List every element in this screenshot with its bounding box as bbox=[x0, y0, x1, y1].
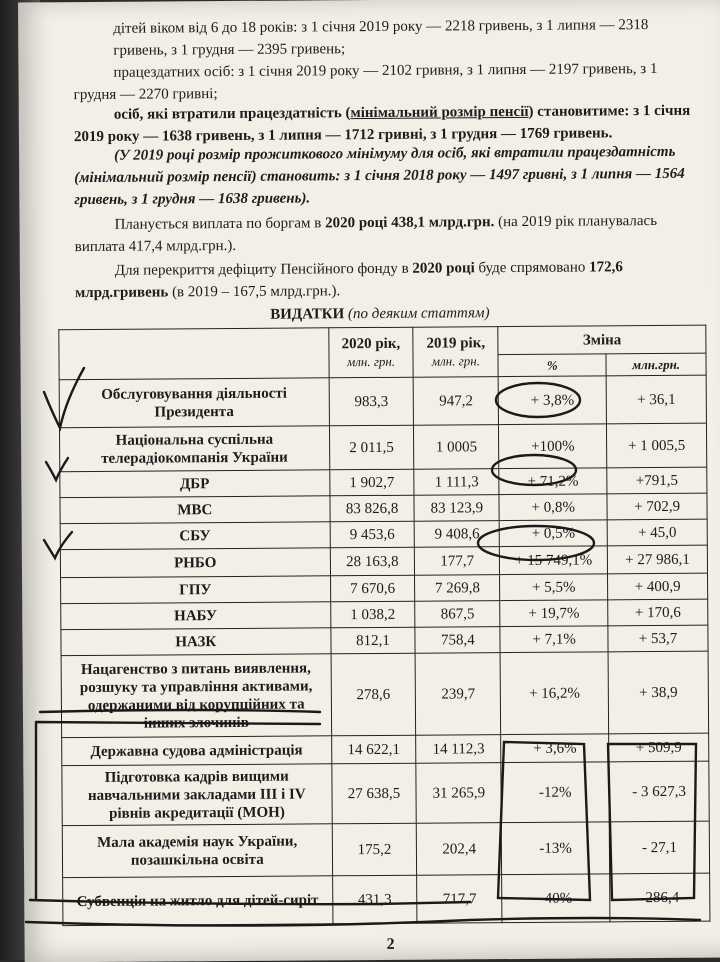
table-row bbox=[59, 423, 706, 472]
cell-2020: 983,3 bbox=[329, 377, 414, 426]
row-name: Обслуговування діяльності Президента bbox=[59, 378, 329, 428]
cell-percent: -13% bbox=[502, 822, 610, 875]
row-name: МВС bbox=[60, 496, 330, 524]
row-name: СБУ bbox=[60, 522, 330, 550]
cell-2019: 758,4 bbox=[415, 627, 500, 654]
intro-line-disabled: осіб, які втратили працездатність (мінімальний розмір пенсії) становитиме: з 1 січня 2019 року — 1638 гривень, з 1 липня — 1712 гривні, з 1 грудня — 1769 гривень. bbox=[73, 102, 691, 146]
header-2019: 2019 рік, млн. грн. bbox=[413, 327, 498, 378]
document-page bbox=[18, 0, 720, 962]
row-name: ДБР bbox=[60, 470, 330, 498]
cell-mln: +791,5 bbox=[607, 467, 707, 494]
cell-percent: + 5,5% bbox=[500, 574, 608, 601]
cell-mln: + 1 005,5 bbox=[607, 423, 707, 468]
table-row bbox=[61, 651, 709, 738]
intro-line-children: дітей віком від 6 до 18 років: з 1 січня 2019 року — 2218 гривень, з 1 липня — 2318 гривень, з 1 грудня — 2395 гривень; bbox=[113, 17, 649, 59]
table-row bbox=[59, 375, 706, 428]
cell-percent: + 3,6% bbox=[501, 734, 609, 763]
cell-percent: + 0,5% bbox=[499, 520, 607, 547]
cell-percent: + 71,2% bbox=[499, 468, 607, 495]
cell-2019: 177,7 bbox=[415, 547, 500, 576]
cell-2020: 2 011,5 bbox=[329, 425, 414, 470]
cell-2020: 14 622,1 bbox=[331, 735, 416, 764]
cell-2019: 7 269,8 bbox=[415, 575, 500, 602]
cell-2019: 947,2 bbox=[414, 377, 499, 426]
cell-2019: 202,4 bbox=[417, 823, 502, 876]
header-blank bbox=[59, 328, 329, 380]
cell-mln: + 36,1 bbox=[606, 375, 706, 424]
cell-mln: + 45,0 bbox=[607, 519, 707, 546]
header-mln: млн.грн. bbox=[606, 353, 706, 376]
cell-2020: 9 453,6 bbox=[330, 521, 415, 548]
row-name: Субвенція на житло для дітей-сиріт bbox=[63, 876, 333, 926]
expenses-table bbox=[58, 325, 710, 927]
cell-mln: + 38,9 bbox=[608, 651, 708, 734]
cell-2020: 431,3 bbox=[332, 875, 417, 924]
cell-mln: + 702,9 bbox=[607, 493, 707, 520]
cell-2020: 278,6 bbox=[331, 653, 416, 736]
cell-percent: +100% bbox=[499, 424, 607, 469]
header-percent: % bbox=[498, 354, 606, 377]
cell-percent: + 19,7% bbox=[500, 600, 608, 627]
row-name: ГПУ bbox=[61, 576, 331, 604]
cell-2019: 239,7 bbox=[415, 653, 500, 736]
cell-2020: 1 902,7 bbox=[329, 469, 414, 496]
cell-mln: + 170,6 bbox=[608, 599, 708, 626]
cell-2019: 9 408,6 bbox=[415, 521, 500, 548]
cell-percent: + 7,1% bbox=[500, 626, 608, 653]
table-row bbox=[63, 873, 710, 926]
row-name: НАБУ bbox=[61, 602, 331, 630]
cell-percent: -12% bbox=[501, 762, 609, 823]
cell-2019: 1 111,3 bbox=[414, 469, 499, 496]
page-number: 2 bbox=[386, 935, 395, 953]
row-name: НАЗК bbox=[61, 628, 331, 656]
table-row bbox=[60, 545, 707, 578]
cell-percent: + 0,8% bbox=[499, 494, 607, 521]
table-row bbox=[62, 821, 709, 878]
cell-2019: 83 123,9 bbox=[414, 495, 499, 522]
paragraph-debt: Планується виплата по боргам в 2020 році 438,1 млрд.грн. (на 2019 рік планувалась виплата 417,4 млрд.грн.). bbox=[74, 213, 658, 256]
cell-2019: 31 265,9 bbox=[416, 763, 501, 824]
paragraph-pension-fund: Для перекриття дефіциту Пенсійного фонду в 2020 році буде спрямовано 172,6 млрд.гривень (в 2019 – 167,5 млрд.грн.). bbox=[74, 259, 623, 302]
row-name: Мала академія наук України, позашкільна освіта bbox=[62, 824, 332, 878]
cell-2020: 28 163,8 bbox=[330, 547, 415, 576]
intro-line-working: працездатних осіб: з 1 січня 2019 року — 2102 гривня, з 1 липня — 2197 гривень, з 1 грудня — 2270 гривні; bbox=[73, 61, 658, 104]
table-header-row bbox=[59, 325, 706, 358]
table-row bbox=[62, 761, 709, 826]
cell-mln: + 400,9 bbox=[608, 573, 708, 600]
cell-mln: - 27,1 bbox=[609, 821, 709, 874]
cell-percent: + 16,2% bbox=[500, 652, 608, 735]
cell-percent: + 15 749,1% bbox=[500, 546, 608, 575]
cell-mln: + 27 986,1 bbox=[607, 545, 707, 574]
cell-mln: -286,4 bbox=[610, 873, 710, 922]
row-name: Підготовка кадрів вищими навчальними закладами ІІІ і IV рівнів акредитації (МОН) bbox=[62, 764, 332, 826]
cell-2020: 7 670,6 bbox=[330, 575, 415, 602]
cell-2020: 812,1 bbox=[330, 627, 415, 654]
cell-mln: - 3 627,3 bbox=[609, 761, 709, 822]
row-name: Нацагенство з питань виявлення, розшуку та управління активами, одержаними від корупційних та інших злочинів bbox=[61, 654, 331, 738]
cell-mln: + 509,9 bbox=[609, 733, 709, 762]
cell-2020: 175,2 bbox=[332, 823, 417, 876]
row-name: РНБО bbox=[60, 548, 330, 578]
cell-percent: -40% bbox=[502, 874, 610, 923]
cell-percent: + 3,8% bbox=[498, 376, 606, 425]
header-2020: 2020 рік, млн. грн. bbox=[328, 327, 413, 378]
cell-2019: 867,5 bbox=[415, 601, 500, 628]
table-caption: ВИДАТКИ (по деяким статтям) bbox=[270, 305, 490, 323]
cell-2020: 1 038,2 bbox=[330, 601, 415, 628]
cell-2019: 14 112,3 bbox=[416, 735, 501, 764]
cell-2020: 83 826,8 bbox=[330, 495, 415, 522]
intro-line-note: (У 2019 році розмір прожиткового мінімуму для осіб, які втратили працездатність (мінімальний розмір пенсії) становить: з 1 січня 2018 року — 1497 гривні, з 1 липня — 1564 гривень, з 1 грудня — 1638 гривень). bbox=[74, 143, 685, 209]
cell-2019: 1 0005 bbox=[414, 425, 499, 470]
row-name: Державна судова адміністрація bbox=[62, 736, 332, 766]
row-name: Національна суспільна телерадіокомпанія України bbox=[59, 426, 329, 472]
cell-mln: + 53,7 bbox=[608, 625, 708, 652]
table-row bbox=[62, 733, 709, 766]
header-change: Зміна bbox=[498, 325, 706, 354]
cell-2020: 27 638,5 bbox=[331, 763, 416, 824]
cell-2019: 717,7 bbox=[417, 875, 502, 924]
